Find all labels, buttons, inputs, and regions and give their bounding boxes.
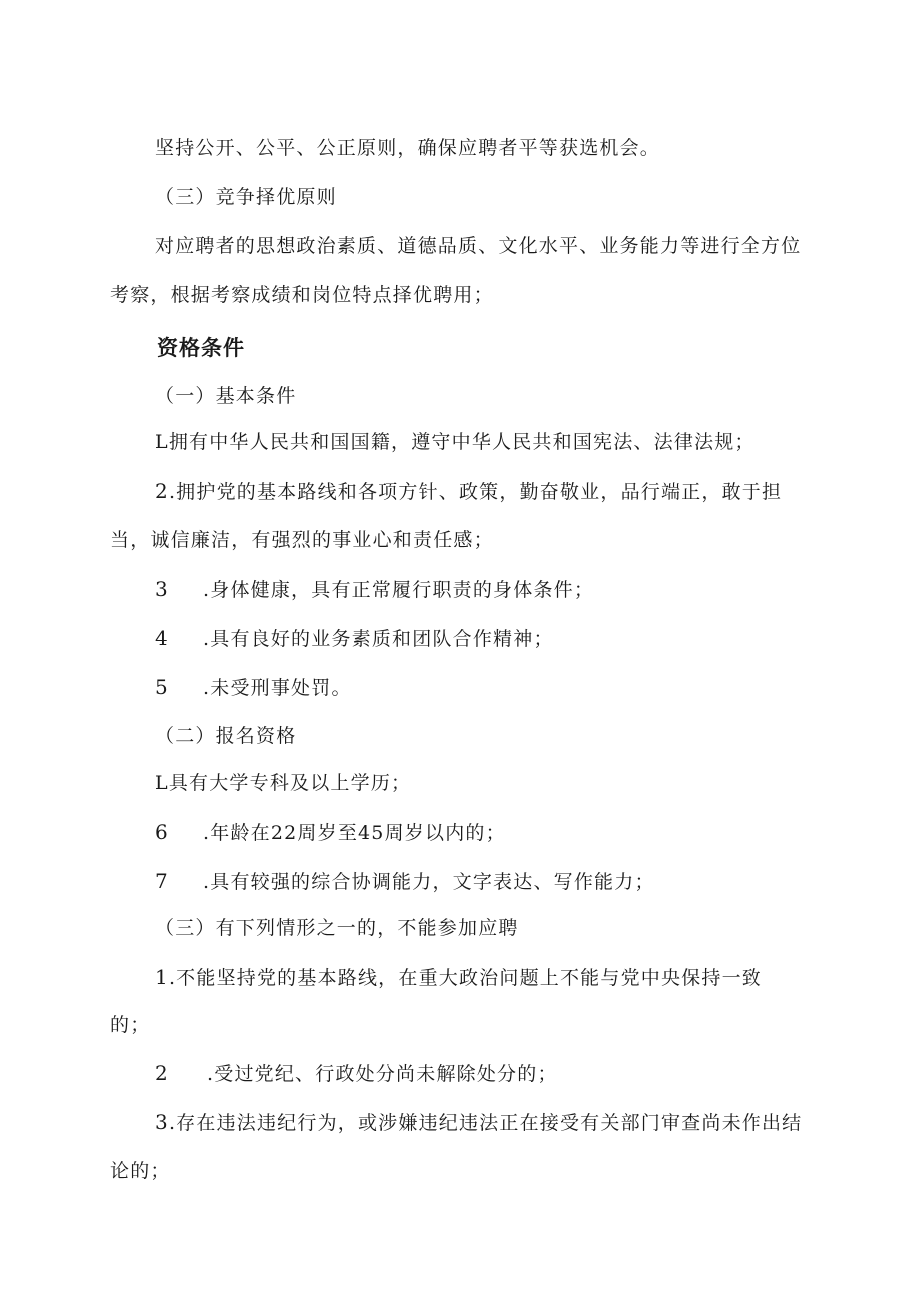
list-text: .拥护党的基本路线和各项方针、政策，勤奋敬业，品行端正，敢于担	[168, 481, 783, 503]
list-item-registration-6	[155, 820, 506, 845]
list-item-disq-1-line2: 的；	[110, 1014, 151, 1036]
list-item-basic-4	[155, 626, 554, 651]
list-item-basic-1: L拥有中华人民共和国国籍，遵守中华人民共和国宪法、法律法规；	[155, 431, 755, 453]
list-text: .受过党纪、行政处分尚未解除处分的；	[207, 1063, 558, 1085]
list-number: 4	[155, 626, 169, 650]
paragraph-principle-fairness: 坚持公开、公平、公正原则，确保应聘者平等获选机会。	[155, 137, 661, 159]
list-item-disq-3-line1	[155, 1110, 802, 1135]
subheading-basic-conditions: （一）基本条件	[155, 385, 297, 407]
list-number: 3	[155, 1110, 169, 1134]
list-number: 2	[155, 479, 169, 503]
paragraph-assessment-line2: 考察，根据考察成绩和岗位特点择优聘用；	[110, 284, 494, 306]
list-item-registration-1: L具有大学专科及以上学历；	[155, 772, 412, 794]
subheading-competition-principle: （三）竞争择优原则	[155, 186, 337, 208]
list-item-basic-2-line1	[155, 479, 782, 504]
subheading-registration: （二）报名资格	[155, 725, 297, 747]
list-number: 3	[155, 577, 169, 601]
list-item-disq-3-line2: 论的；	[110, 1160, 171, 1182]
list-item-disq-2	[155, 1061, 558, 1086]
list-item-basic-2-line2: 当，诚信廉洁，有强烈的事业心和责任感；	[110, 529, 494, 551]
list-text: .存在违法违纪行为，或涉嫌违纪违法正在接受有关部门审查尚未作出结	[168, 1112, 803, 1134]
subheading-disqualifications: （三）有下列情形之一的，不能参加应聘	[155, 917, 519, 939]
list-item-basic-3	[155, 577, 594, 602]
list-item-basic-5	[155, 675, 352, 700]
paragraph-assessment-line1: 对应聘者的思想政治素质、道德品质、文化水平、业务能力等进行全方位	[155, 235, 802, 257]
list-number: 6	[155, 820, 169, 844]
list-text: .具有较强的综合协调能力，文字表达、写作能力；	[203, 871, 655, 893]
list-text: .具有良好的业务素质和团队合作精神；	[203, 628, 554, 650]
list-text: .身体健康，具有正常履行职责的身体条件；	[203, 579, 595, 601]
list-item-registration-7	[155, 869, 655, 894]
list-text: .未受刑事处罚。	[203, 677, 352, 699]
list-number: 1	[155, 965, 169, 989]
list-number: 5	[155, 675, 169, 699]
list-number: 2	[155, 1061, 169, 1085]
list-text: .不能坚持党的基本路线，在重大政治问题上不能与党中央保持一致	[168, 967, 762, 989]
section-heading-qualifications: 资格条件	[157, 336, 245, 360]
list-text: .年龄在22周岁至45周岁以内的；	[203, 822, 506, 844]
list-number: 7	[155, 869, 169, 893]
list-item-disq-1-line1	[155, 965, 762, 990]
